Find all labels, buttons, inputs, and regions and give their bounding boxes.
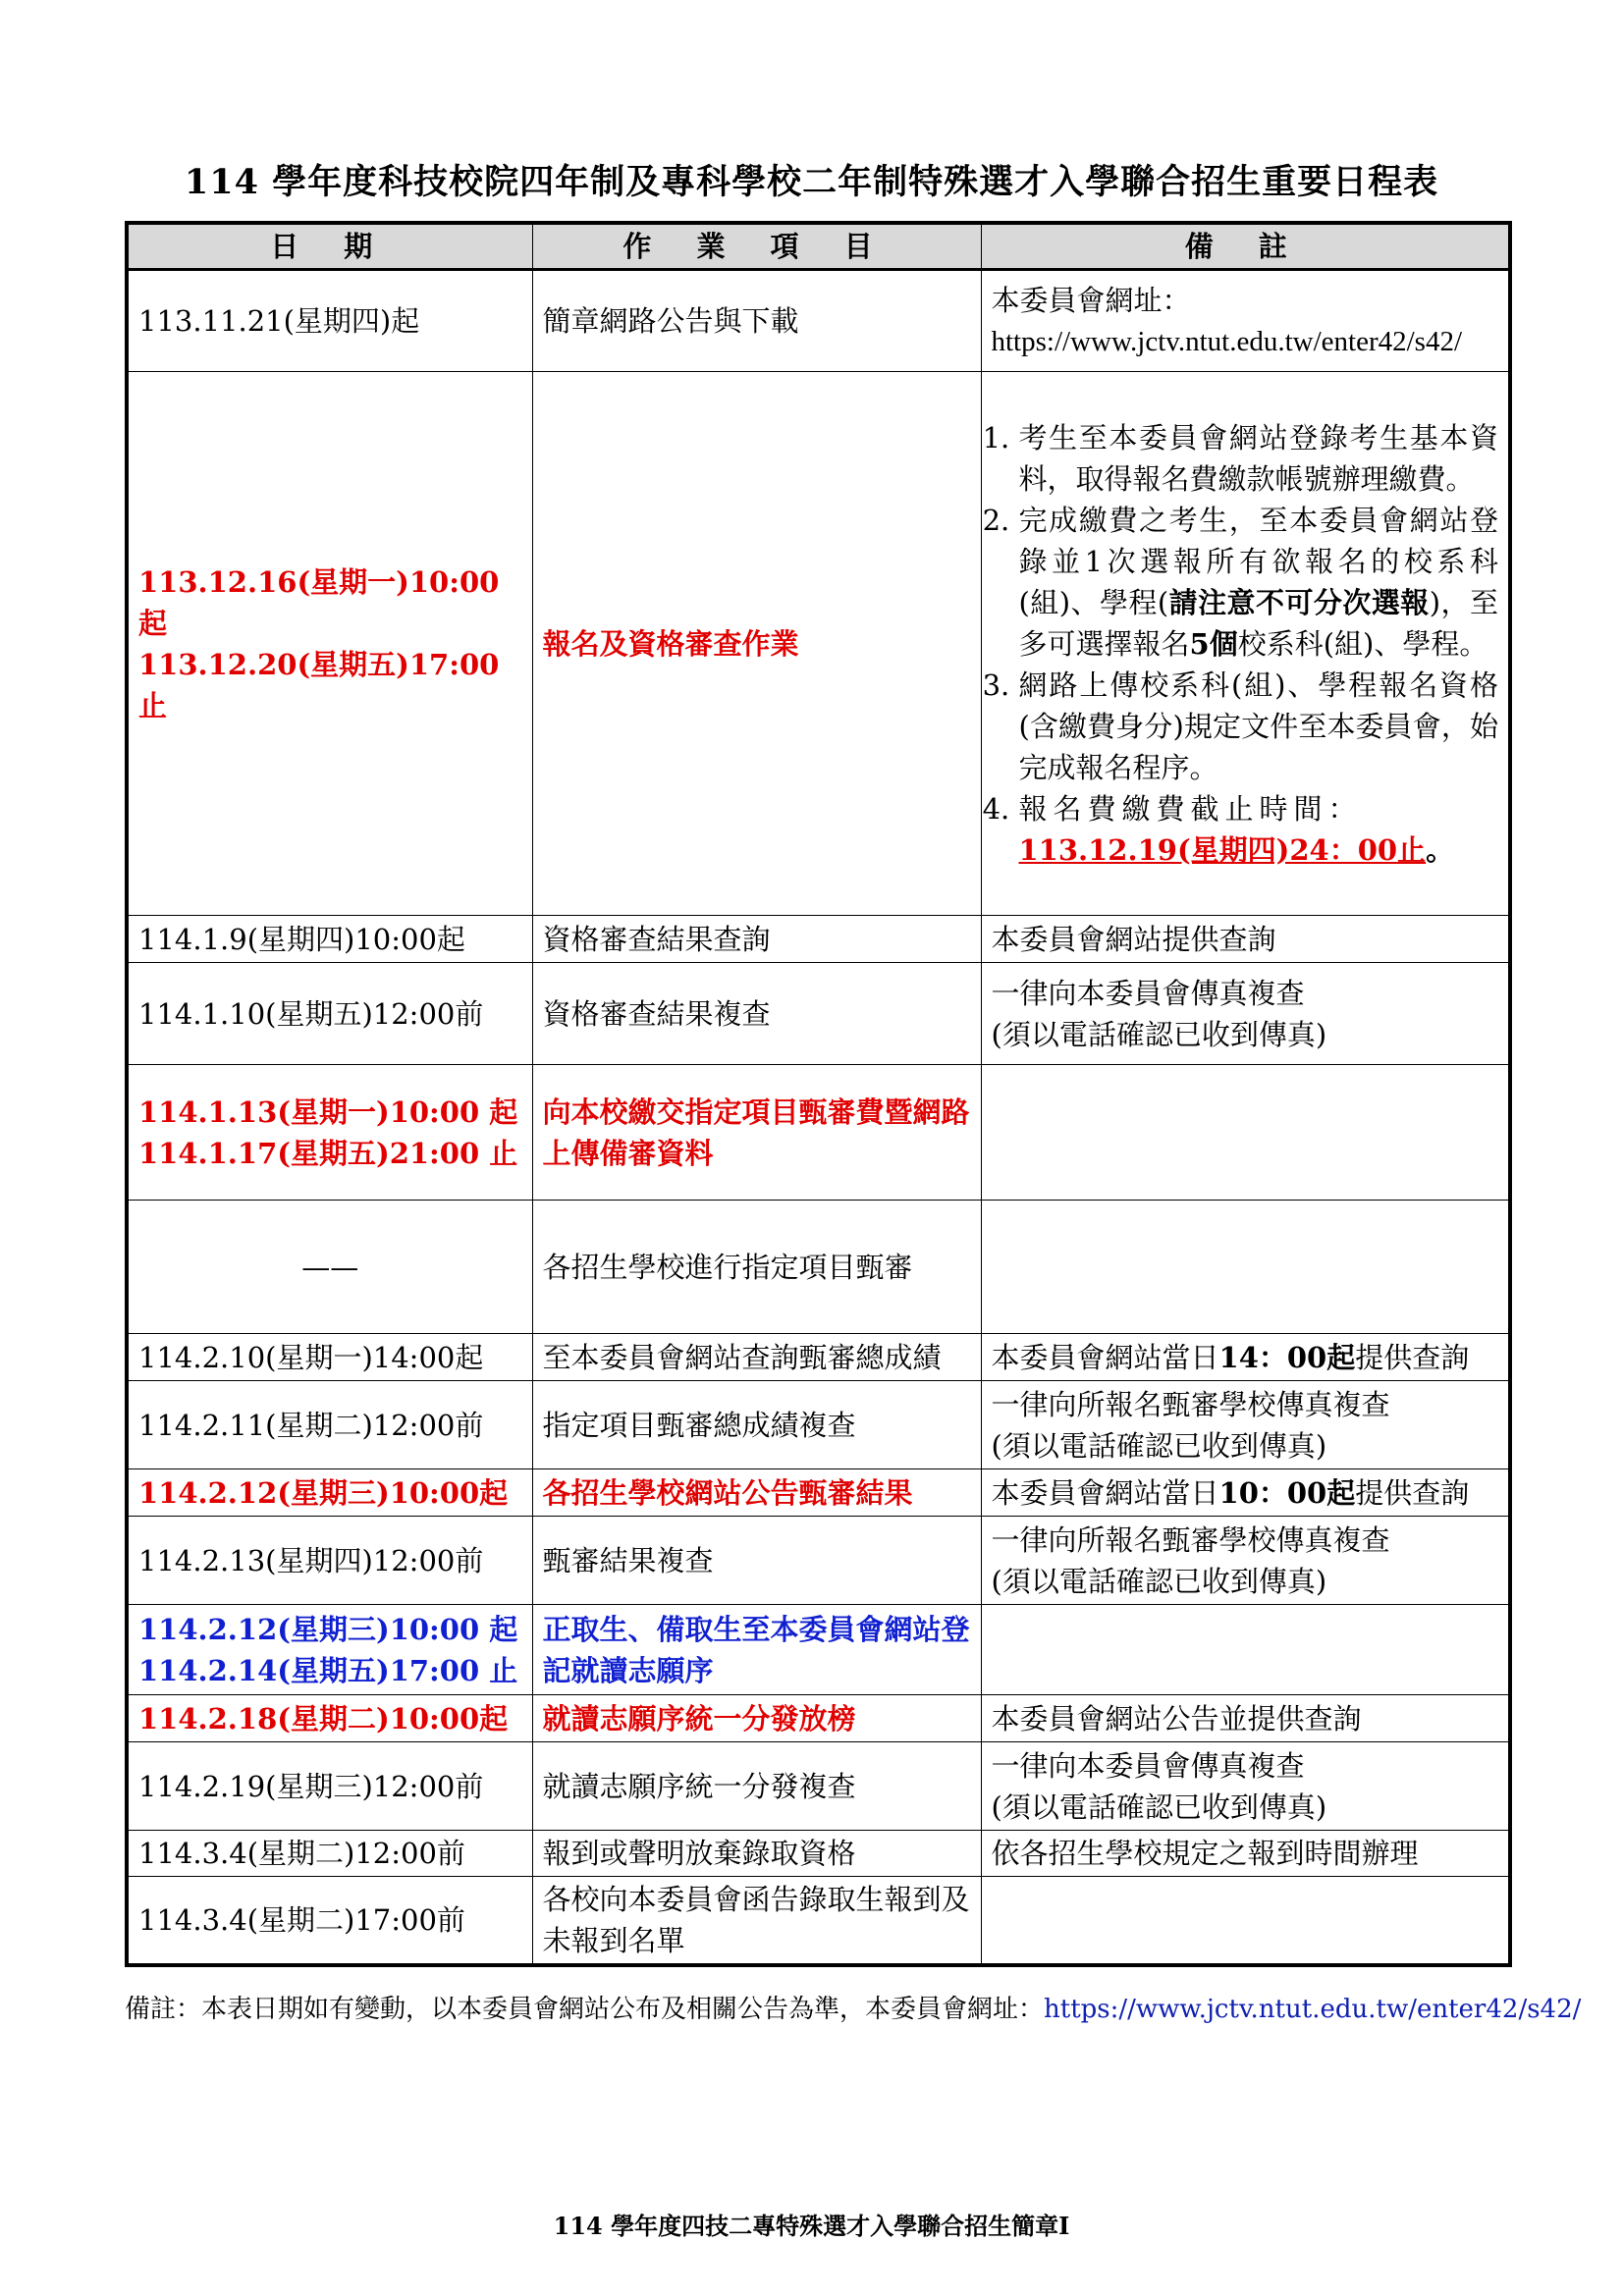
table-header-row [127,223,1510,270]
row-note [981,1605,1510,1695]
date-end: 113.12.20(星期五)17:00止 [138,647,500,722]
row-date: 114.1.9(星期四)10:00起 [127,916,532,963]
row-note [981,1334,1510,1381]
registration-notes [988,417,1499,871]
note-item [1019,500,1499,665]
footnote [125,1989,1581,2025]
row-item: 報名及資格審查作業 [532,372,981,916]
row-date: 114.2.12(星期三)10:00起 [127,1469,532,1517]
note-line: (須以電話確認已收到傳真) [991,1564,1327,1598]
row-note [981,372,1510,916]
note-item: 3. 網路上傳校系科(組)、學程報名資格(含繳費身分)規定文件至本委員會，始完成報名程序。 [1019,665,1499,788]
note-text: 提供查詢 [1355,1475,1470,1510]
note-item: 1. 考生至本委員會網站登錄考生基本資料，取得報名費繳款帳號辦理繳費。 [1019,417,1499,500]
row-date: 113.11.21(星期四)起 [127,270,532,372]
note-line: (須以電話確認已收到傳真) [991,1789,1327,1824]
row-note [981,1877,1510,1966]
row-date: 114.2.13(星期四)12:00前 [127,1517,532,1605]
row-note [981,963,1510,1065]
date-start: 114.2.12(星期三)10:00 起 [138,1612,518,1646]
row-item: 簡章網路公告與下載 [532,270,981,372]
table-row [127,1334,1510,1381]
row-note: 依各招生學校規定之報到時間辦理 [981,1831,1510,1877]
table-row [127,1381,1510,1469]
note-line: 本委員會網址： [991,284,1191,317]
date-start: 114.1.13(星期一)10:00 起 [138,1095,518,1129]
note-line: (須以電話確認已收到傳真) [991,1017,1327,1051]
table-row [127,1605,1510,1695]
note-line: (須以電話確認已收到傳真) [991,1428,1327,1463]
note-line: 一律向本委員會傳真複查 [991,976,1305,1010]
row-date: 114.3.4(星期二)12:00前 [127,1831,532,1877]
row-note [981,1469,1510,1517]
page-footer: 114 學年度四技二專特殊選才入學聯合招生簡章I [553,2212,1070,2240]
row-item: 就讀志願序統一分發複查 [532,1742,981,1831]
row-date: 114.2.19(星期三)12:00前 [127,1742,532,1831]
table-row [127,1877,1510,1966]
row-item: 各校向本委員會函告錄取生報到及未報到名單 [532,1877,981,1966]
row-item: 資格審查結果查詢 [532,916,981,963]
row-date: 114.2.18(星期二)10:00起 [127,1695,532,1742]
note-text: )，至多可選擇報名 [1018,585,1498,661]
table-row [127,1742,1510,1831]
table-row [127,1695,1510,1742]
row-date: 114.3.4(星期二)17:00前 [127,1877,532,1966]
row-date: 114.1.10(星期五)12:00前 [127,963,532,1065]
table-row [127,963,1510,1065]
header-note: 備 註 [981,223,1510,270]
note-emphasis: 14：00起 [1218,1340,1356,1374]
date-end: 114.1.17(星期五)21:00 止 [138,1136,518,1170]
payment-deadline: 113.12.19(星期四)24：00止 [1018,832,1427,867]
note-line: 一律向本委員會傳真複查 [991,1748,1305,1783]
note-text: 。 [1426,832,1455,867]
page-title: 114 學年度科技校院四年制及專科學校二年制特殊選才入學聯合招生重要日程表 [184,162,1439,202]
date-end: 114.2.14(星期五)17:00 止 [138,1653,518,1687]
row-date: 114.2.11(星期二)12:00前 [127,1381,532,1469]
row-item: 就讀志願序統一分發放榜 [532,1695,981,1742]
note-text: 本委員會網站當日 [991,1475,1219,1510]
table-row [127,916,1510,963]
note-text: 校系科(組)、學程。 [1237,626,1488,661]
note-line: 一律向所報名甄審學校傳真複查 [991,1387,1390,1421]
row-date [127,1065,532,1201]
note-line: 一律向所報名甄審學校傳真複查 [991,1522,1390,1557]
row-note: 本委員會網站提供查詢 [981,916,1510,963]
footnote-url[interactable]: https://www.jctv.ntut.edu.tw/enter42/s42/ [1044,1995,1582,2024]
row-item: 甄審結果複查 [532,1517,981,1605]
row-note [981,1517,1510,1605]
row-date: —— [127,1201,532,1334]
row-note [981,1201,1510,1334]
note-item [1019,788,1499,871]
header-item: 作 業 項 目 [532,223,981,270]
note-text: 本委員會網站當日 [991,1340,1219,1374]
row-note [981,1065,1510,1201]
table-row [127,1065,1510,1201]
note-url: https://www.jctv.ntut.edu.tw/enter42/s42/ [991,326,1463,357]
row-date [127,1605,532,1695]
table-row [127,270,1510,372]
row-item: 各招生學校網站公告甄審結果 [532,1469,981,1517]
row-item: 向本校繳交指定項目甄審費暨網路上傳備審資料 [532,1065,981,1201]
row-date: 114.2.10(星期一)14:00起 [127,1334,532,1381]
date-start: 113.12.16(星期一)10:00 起 [138,564,500,640]
row-item: 指定項目甄審總成績複查 [532,1381,981,1469]
note-text: 提供查詢 [1355,1340,1470,1374]
note-emphasis: 請注意不可分次選報 [1168,585,1430,619]
note-emphasis: 5個 [1189,626,1238,661]
table-row [127,1831,1510,1877]
table-row [127,1469,1510,1517]
row-item: 至本委員會網站查詢甄審總成績 [532,1334,981,1381]
row-item: 資格審查結果複查 [532,963,981,1065]
row-item: 各招生學校進行指定項目甄審 [532,1201,981,1334]
row-note [981,270,1510,372]
note-text: 完成繳費之考生，至本委員會網站登錄並1次選報所有欲報名的校系科(組)、學程( [1018,503,1498,619]
table-row [127,1201,1510,1334]
row-note: 本委員會網站公告並提供查詢 [981,1695,1510,1742]
row-note [981,1742,1510,1831]
table-row [127,1517,1510,1605]
note-emphasis: 10：00起 [1218,1475,1356,1510]
table-row [127,372,1510,916]
schedule-table [125,221,1512,1967]
note-text: 報名費繳費截止時間： [1018,791,1363,826]
row-note [981,1381,1510,1469]
footnote-text: 備註：本表日期如有變動，以本委員會網站公布及相關公告為準，本委員會網址： [125,1995,1045,2024]
row-item: 報到或聲明放棄錄取資格 [532,1831,981,1877]
header-date: 日 期 [127,223,532,270]
row-item: 正取生、備取生至本委員會網站登記就讀志願序 [532,1605,981,1695]
row-date [127,372,532,916]
